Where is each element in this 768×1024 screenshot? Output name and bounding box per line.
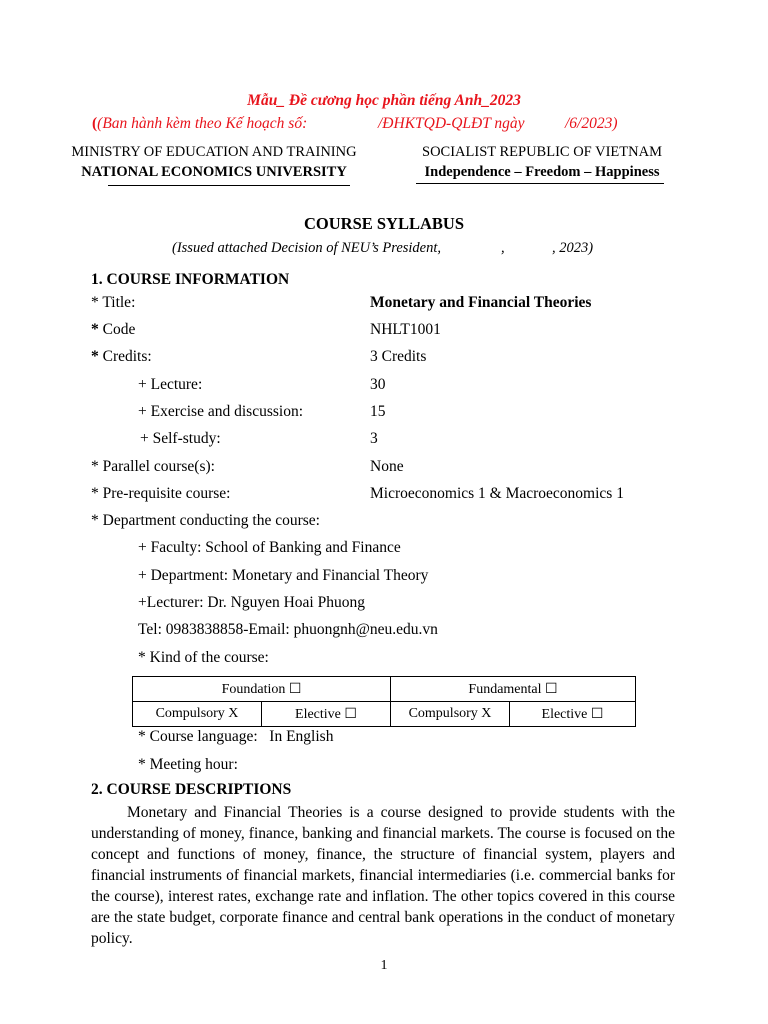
- exercise-label: + Exercise and discussion:: [138, 403, 303, 420]
- right-divider: [416, 183, 664, 184]
- document-title: COURSE SYLLABUS: [303, 214, 464, 233]
- document-subtitle-part3: , 2023): [552, 240, 594, 256]
- foundation-cell: Foundation ☐: [133, 677, 391, 702]
- credits-label-text: Credits:: [102, 348, 152, 365]
- national-motto: Independence – Freedom – Happiness: [424, 164, 660, 180]
- self-study-value: 3: [370, 430, 378, 447]
- title-value: Monetary and Financial Theories: [370, 294, 592, 311]
- document-subtitle-part1: (Issued attached Decision of NEU’s President,: [172, 240, 442, 256]
- foundation-compulsory-cell: Compulsory X: [133, 702, 262, 727]
- parallel-value: None: [370, 458, 404, 475]
- faculty-line: + Faculty: School of Banking and Finance: [138, 539, 401, 556]
- kind-table: [132, 676, 636, 727]
- credits-star: *: [91, 348, 99, 365]
- template-title: [0, 92, 768, 110]
- code-label-text: Code: [102, 321, 136, 338]
- contact-line: Tel: 0983838858-Email: phuongnh@neu.edu.vn: [138, 621, 438, 638]
- course-description: [91, 802, 675, 949]
- prerequisite-label: * Pre-requisite course:: [91, 485, 231, 502]
- republic-name: SOCIALIST REPUBLIC OF VIETNAM: [422, 144, 662, 160]
- fundamental-compulsory-cell: Compulsory X: [391, 702, 510, 727]
- meeting-hour: * Meeting hour:: [138, 756, 238, 773]
- department-line: + Department: Monetary and Financial Theory: [138, 567, 429, 584]
- lecture-label: + Lecture:: [138, 376, 203, 393]
- foundation-elective-cell: Elective ☐: [262, 702, 391, 727]
- lecture-value: 30: [370, 376, 386, 393]
- code-star: *: [91, 321, 99, 338]
- template-title-text: Mẫu_ Đề cương học phần tiếng Anh_2023: [247, 92, 521, 109]
- code-label: [91, 321, 135, 339]
- university-name: NATIONAL ECONOMICS UNIVERSITY: [81, 164, 347, 180]
- credits-label: [91, 348, 152, 366]
- template-subtitle-part2: /ĐHKTQD-QLĐT ngày: [378, 115, 525, 132]
- kind-table-row: [133, 702, 636, 727]
- template-subtitle: ((Ban hành kèm theo Kế hoạch số:: [92, 115, 308, 132]
- course-language: * Course language: In English: [138, 728, 334, 745]
- code-value: NHLT1001: [370, 321, 441, 338]
- left-divider: [108, 185, 350, 186]
- section2-heading: 2. COURSE DESCRIPTIONS: [91, 781, 292, 798]
- document-subtitle-part2: ,: [501, 240, 505, 256]
- lecturer-line: +Lecturer: Dr. Nguyen Hoai Phuong: [138, 594, 365, 611]
- department-heading: * Department conducting the course:: [91, 512, 320, 529]
- self-study-label: + Self-study:: [140, 430, 221, 447]
- exercise-value: 15: [370, 403, 386, 420]
- fundamental-elective-cell: Elective ☐: [510, 702, 636, 727]
- ministry-name: MINISTRY OF EDUCATION AND TRAINING: [71, 144, 357, 160]
- title-label: * Title:: [91, 294, 136, 311]
- credits-value: 3 Credits: [370, 348, 427, 365]
- page-number: 1: [380, 958, 388, 973]
- template-subtitle-part3: /6/2023): [565, 115, 618, 132]
- section1-heading: 1. COURSE INFORMATION: [91, 271, 290, 288]
- prerequisite-value: Microeconomics 1 & Macroeconomics 1: [370, 485, 624, 502]
- course-description-text: Monetary and Financial Theories is a course designed to provide students with the understanding of money, finance, banking and financial markets. The course is focused on the concept and functions of money, finance, the structure of financial system, players and financial instruments of financial markets, financial intermediaries (i.e. commercial banks for the course), interest rates, exchange rate and inflation. The other topics covered in this course are the state budget, corporate finance and central bank operations in the conduct of monetary policy.: [91, 804, 675, 947]
- kind-label: * Kind of the course:: [138, 649, 269, 666]
- fundamental-cell: Fundamental ☐: [391, 677, 636, 702]
- kind-table-header-row: [133, 677, 636, 702]
- parallel-label: * Parallel course(s):: [91, 458, 215, 475]
- template-subtitle-part1: (Ban hành kèm theo Kế hoạch số:: [97, 115, 308, 132]
